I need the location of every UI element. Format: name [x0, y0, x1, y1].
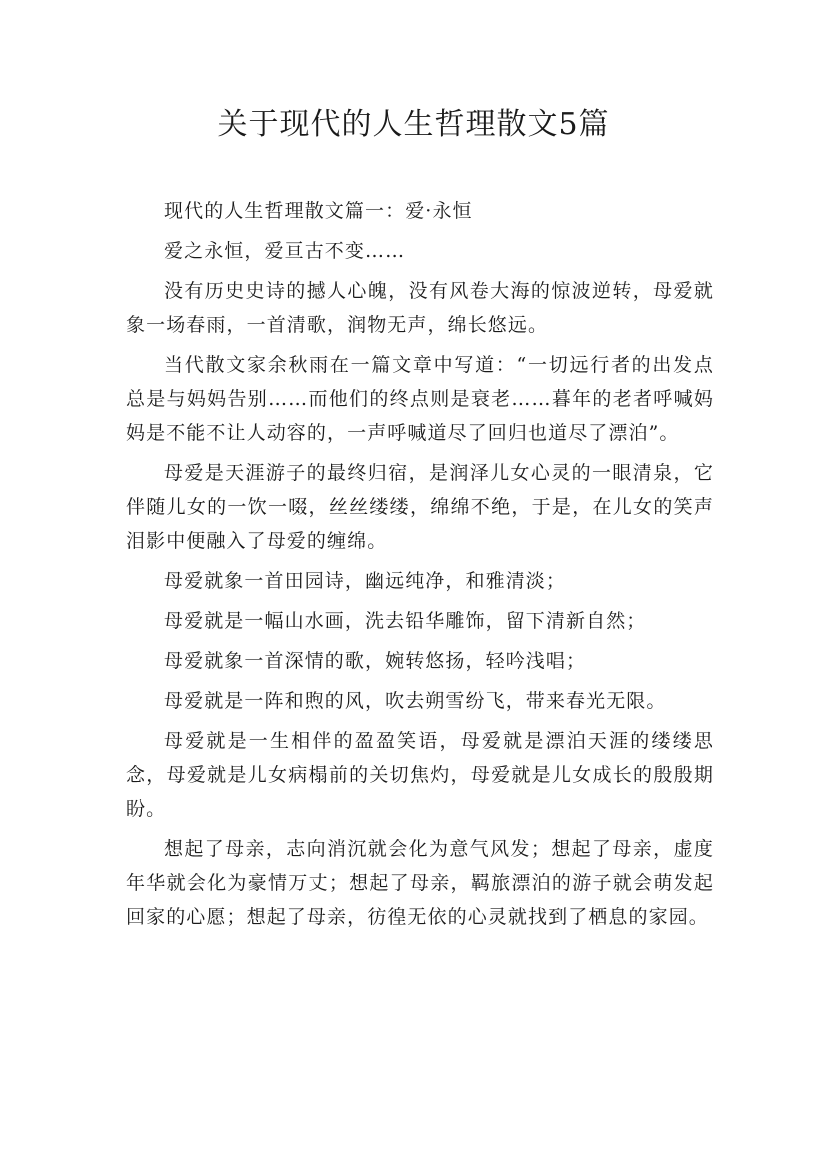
paragraph: 母爱就是一阵和煦的风，吹去朔雪纷飞，带来春光无限。 — [164, 690, 667, 712]
paragraph: 现代的人生哲理散文篇一：爱·永恒 — [164, 200, 473, 222]
paragraph: 母爱就象一首田园诗，幽远纯净，和雅清淡； — [164, 570, 567, 592]
paragraph: 母爱就象一首深情的歌，婉转悠扬，轻吟浅唱； — [164, 650, 587, 672]
paragraph: 当代散文家余秋雨在一篇文章中写道：“一切远行者的出发点总是与妈妈告别……而他们的终点则是衰老……暮年的老者呼喊妈妈是不能不让人动容的，一声呼喊道尽了回归也道尽了漂泊”。 — [126, 354, 714, 444]
paragraph: 没有历史史诗的撼人心魄，没有风卷大海的惊波逆转，母爱就象一场春雨，一首清歌，润物无声，绵长悠远。 — [126, 280, 714, 336]
paragraph: 母爱就是一生相伴的盈盈笑语，母爱就是漂泊天涯的缕缕思念，母爱就是儿女病榻前的关切焦灼，母爱就是儿女成长的殷殷期盼。 — [126, 730, 714, 820]
paragraph: 爱之永恒，爱亘古不变…… — [164, 240, 406, 262]
paragraph: 母爱是天涯游子的最终归宿，是润泽儿女心灵的一眼清泉，它伴随儿女的一饮一啜，丝丝缕缕，绵绵不绝，于是，在儿女的笑声泪影中便融入了母爱的缠绵。 — [126, 462, 714, 552]
document-body — [126, 194, 714, 940]
paragraph: 想起了母亲，志向消沉就会化为意气风发；想起了母亲，虚度年华就会化为豪情万丈；想起了母亲，羁旅漂泊的游子就会萌发起回家的心愿；想起了母亲，彷徨无依的心灵就找到了栖息的家园。 — [126, 838, 714, 928]
paragraph: 母爱就是一幅山水画，洗去铅华雕饰，留下清新自然； — [164, 610, 647, 632]
document-title: 关于现代的人生哲理散文5篇 — [217, 107, 610, 142]
